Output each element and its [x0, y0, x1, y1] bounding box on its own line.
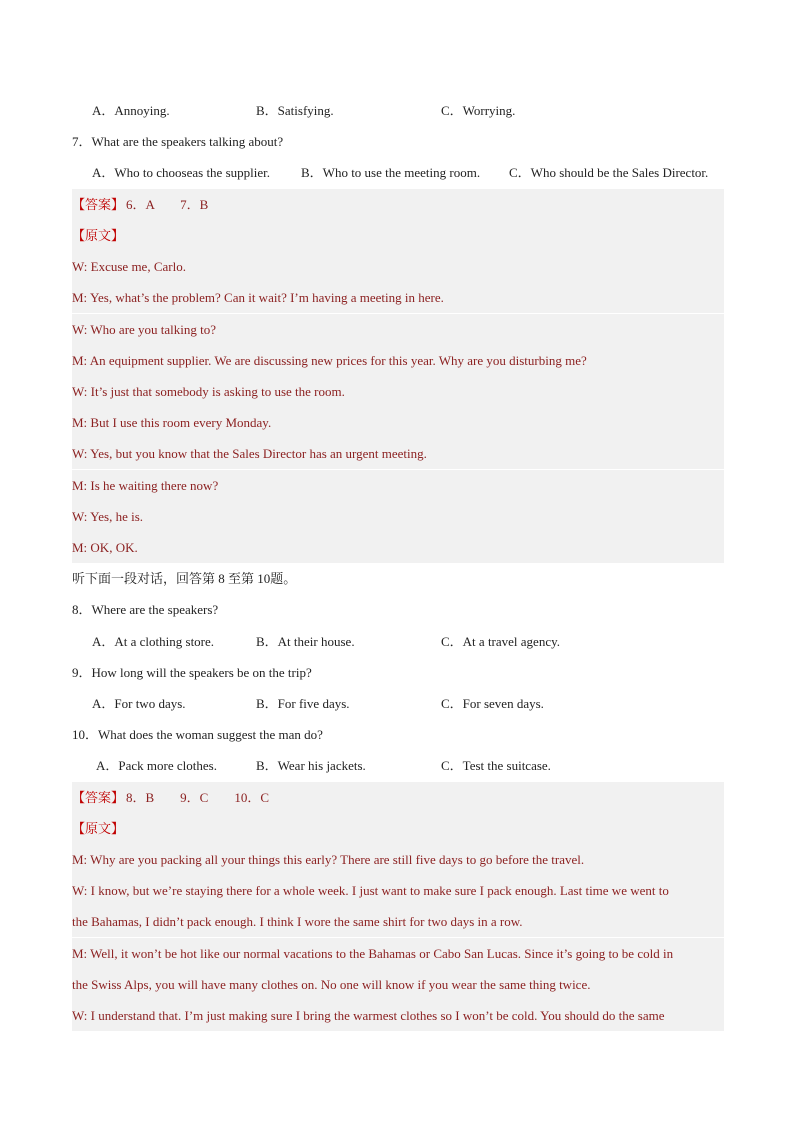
q9-options-row [72, 688, 724, 719]
q8-option-b: B．At their house. [256, 634, 355, 649]
q10-option-a: A．Pack more clothes. [96, 758, 217, 773]
section-instruction: 听下面一段对话，回答第 8 至第 10题。 [72, 571, 297, 586]
q7-question: 7．What are the speakers talking about? [72, 134, 284, 149]
q8-options-row [72, 626, 724, 657]
answer-values: 6．A 7．B [126, 197, 209, 212]
transcript-label: 【原文】 [72, 228, 125, 243]
q8-question: 8．Where are the speakers? [72, 602, 219, 617]
q9-option-a: A．For two days. [92, 696, 186, 711]
answer-label: 【答案】 [72, 790, 125, 805]
q7-options-row [72, 157, 724, 188]
answer-values: 8．B 9．C 10．C [126, 790, 270, 805]
transcript-line: the Bahamas, I didn’t pack enough. I think I wore the same shirt for two days in a row. [72, 906, 724, 937]
transcript-line: the Swiss Alps, you will have many clothes on. No one will know if you wear the same thing twice. [72, 969, 724, 1000]
q6-option-c: C．Worrying. [441, 103, 516, 118]
transcript-label-row-1 [72, 220, 724, 251]
q10-option-b: B．Wear his jackets. [256, 758, 366, 773]
transcript-line: W: I understand that. I’m just making sure I bring the warmest clothes so I won’t be cold. You should do the same [72, 1000, 724, 1031]
q7-option-c: C．Who should be the Sales Director. [509, 165, 709, 180]
transcript-line: W: It’s just that somebody is asking to use the room. [72, 376, 724, 407]
transcript-line: W: I know, but we’re staying there for a whole week. I just want to make sure I pack enough. Last time we went to [72, 875, 724, 906]
transcript-line: W: Yes, but you know that the Sales Director has an urgent meeting. [72, 438, 724, 469]
transcript-line: M: But I use this room every Monday. [72, 407, 724, 438]
q8-option-c: C．At a travel agency. [441, 634, 560, 649]
transcript-label: 【原文】 [72, 821, 125, 836]
transcript-line: M: Why are you packing all your things this early? There are still five days to go before the travel. [72, 844, 724, 875]
q7-option-a: A．Who to chooseas the supplier. [92, 165, 270, 180]
q6-options-row [72, 95, 724, 126]
transcript-line: M: Well, it won’t be hot like our normal vacations to the Bahamas or Cabo San Lucas. Since it’s going to be cold in [72, 938, 724, 969]
transcript-line: M: Yes, what’s the problem? Can it wait? I’m having a meeting in here. [72, 282, 724, 313]
transcript-label-row-2 [72, 813, 724, 844]
q6-option-b: B．Satisfying. [256, 103, 334, 118]
q8-option-a: A．At a clothing store. [92, 634, 215, 649]
q9-question: 9．How long will the speakers be on the trip? [72, 665, 312, 680]
q10-question: 10．What does the woman suggest the man do? [72, 727, 323, 742]
transcript-line: M: OK, OK. [72, 532, 724, 563]
q9-option-b: B．For five days. [256, 696, 350, 711]
q7-option-b: B．Who to use the meeting room. [301, 165, 481, 180]
transcript-line: W: Excuse me, Carlo. [72, 251, 724, 282]
transcript-line: M: Is he waiting there now? [72, 470, 724, 501]
q6-option-a: A．Annoying. [92, 103, 170, 118]
answer-label: 【答案】 [72, 197, 125, 212]
q10-options-row [72, 750, 724, 781]
q9-option-c: C．For seven days. [441, 696, 544, 711]
transcript-line: W: Who are you talking to? [72, 314, 724, 345]
transcript-line: W: Yes, he is. [72, 501, 724, 532]
transcript-line: M: An equipment supplier. We are discussing new prices for this year. Why are you disturbing me? [72, 345, 724, 376]
answer-row-2 [72, 782, 724, 813]
answer-row-1 [72, 189, 724, 220]
q10-option-c: C．Test the suitcase. [441, 758, 551, 773]
